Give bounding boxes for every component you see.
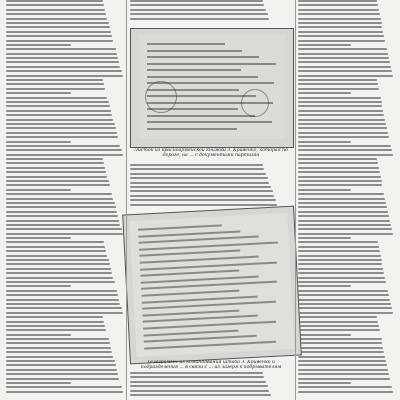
text-line [6, 162, 104, 164]
text-line [298, 35, 384, 37]
text-line [6, 263, 110, 265]
text-line [6, 356, 113, 358]
text-line [298, 206, 387, 208]
text-line [6, 193, 112, 195]
text-line [6, 4, 104, 6]
text-line [6, 351, 112, 353]
text-line [298, 356, 385, 358]
text-line [6, 141, 71, 143]
text-line [298, 88, 379, 90]
text-line [298, 66, 391, 68]
text-line [298, 123, 386, 125]
telegram-photo-bottom [122, 206, 302, 365]
text-line [298, 316, 377, 318]
text-line [298, 299, 390, 301]
text-line [6, 215, 118, 217]
text-line [6, 290, 117, 292]
text-line [6, 233, 123, 235]
text-line [298, 92, 351, 94]
text-line [298, 154, 393, 156]
text-column-right [298, 0, 394, 400]
text-line [298, 334, 351, 336]
text-line [6, 378, 119, 380]
text-line [6, 132, 117, 134]
text-line [6, 40, 113, 42]
text-line [298, 136, 389, 138]
text-line [6, 171, 106, 173]
text-line [298, 180, 382, 182]
text-line [298, 312, 393, 314]
text-line [298, 272, 384, 274]
text-line [298, 189, 351, 191]
text-line [6, 255, 107, 257]
text-line [298, 241, 378, 243]
text-line [6, 386, 122, 388]
text-line [6, 303, 120, 305]
text-line [130, 4, 264, 6]
text-line [130, 9, 266, 11]
text-line [298, 127, 387, 129]
column-rule [295, 0, 296, 400]
text-line [298, 329, 380, 331]
text-line [130, 168, 264, 170]
text-line [298, 255, 381, 257]
text-line [6, 285, 71, 287]
text-line [6, 250, 106, 252]
document-line [147, 69, 241, 71]
photo-caption-bottom: Телеграммы из командования штаба З. Кривенко и подразделения ... в связи с ... из лагеря к подрывателям [140, 360, 282, 371]
text-line [6, 272, 112, 274]
text-line [6, 246, 105, 248]
text-line [298, 167, 379, 169]
text-line [298, 158, 377, 160]
text-line [6, 268, 111, 270]
text-line [298, 110, 383, 112]
text-line [130, 381, 266, 383]
text-line [130, 177, 268, 179]
text-line [298, 145, 391, 147]
text-line [130, 182, 269, 184]
text-line [6, 26, 110, 28]
text-line [130, 199, 276, 201]
document-line [147, 102, 273, 104]
text-line [298, 378, 390, 380]
text-line [6, 189, 71, 191]
text-line [6, 149, 122, 151]
text-column-left [6, 0, 124, 400]
document-line [147, 63, 276, 65]
text-line [298, 171, 380, 173]
text-line [6, 22, 109, 24]
text-line [298, 325, 379, 327]
text-line [6, 48, 116, 50]
text-line [130, 164, 263, 166]
document-line [147, 108, 238, 110]
text-line [6, 97, 107, 99]
text-line [6, 31, 111, 33]
text-line [6, 364, 116, 366]
text-line [6, 18, 107, 20]
text-line [6, 92, 71, 94]
text-line [298, 13, 380, 15]
text-line [298, 307, 392, 309]
text-line [6, 158, 103, 160]
text-line [298, 246, 379, 248]
photo-caption-top: Листок из красноармейской книжки З. Кривенко, которая по дороге, на ... с документами партизан [134, 148, 288, 159]
text-line [6, 211, 117, 213]
text-line [6, 382, 71, 384]
text-line [130, 0, 263, 2]
text-line [298, 250, 380, 252]
text-column-middle-top [130, 0, 292, 24]
text-line [6, 79, 103, 81]
document-line [147, 128, 237, 130]
text-line [298, 4, 378, 6]
text-line [298, 224, 391, 226]
text-line [298, 237, 351, 239]
text-line [6, 176, 107, 178]
text-line [298, 26, 382, 28]
text-line [298, 83, 378, 85]
text-line [298, 277, 385, 279]
document-line [147, 82, 274, 84]
text-line [6, 220, 119, 222]
text-line [130, 190, 273, 192]
text-line [6, 325, 105, 327]
text-line [6, 53, 117, 55]
text-line [6, 154, 123, 156]
text-line [298, 0, 377, 2]
text-line [6, 114, 112, 116]
document-line [147, 121, 272, 123]
text-line [6, 198, 113, 200]
text-line [298, 198, 385, 200]
text-line [298, 285, 351, 287]
text-line [6, 110, 111, 112]
text-line [6, 329, 106, 331]
text-line [6, 338, 109, 340]
text-line [298, 40, 385, 42]
text-line [298, 211, 388, 213]
text-line [298, 382, 351, 384]
text-line [130, 204, 277, 206]
text-line [6, 360, 115, 362]
text-line [6, 180, 109, 182]
text-line [298, 386, 392, 388]
text-line [6, 75, 123, 77]
text-line [6, 307, 122, 309]
document-line [147, 76, 258, 78]
column-rule [126, 0, 127, 400]
text-line [298, 105, 382, 107]
text-line [298, 215, 389, 217]
text-line [298, 193, 384, 195]
text-line [6, 228, 122, 230]
text-line [6, 101, 109, 103]
text-line [298, 281, 386, 283]
text-line [6, 57, 118, 59]
text-line [298, 101, 382, 103]
text-line [6, 119, 113, 121]
text-line [298, 162, 378, 164]
text-line [130, 18, 269, 20]
document-line [147, 50, 242, 52]
text-line [298, 268, 383, 270]
text-line [298, 119, 385, 121]
text-line [6, 184, 110, 186]
text-line [298, 176, 381, 178]
text-line [298, 228, 392, 230]
text-line [6, 61, 119, 63]
text-line [298, 9, 379, 11]
text-line [298, 391, 393, 393]
text-line [298, 57, 389, 59]
text-line [298, 369, 388, 371]
text-line [6, 123, 115, 125]
text-line [6, 294, 118, 296]
text-line [6, 83, 104, 85]
text-line [6, 391, 123, 393]
text-line [6, 145, 120, 147]
text-line [6, 369, 117, 371]
text-line [6, 316, 103, 318]
text-line [298, 263, 382, 265]
text-line [6, 224, 120, 226]
text-line [6, 312, 123, 314]
text-line [6, 105, 110, 107]
text-line [298, 53, 388, 55]
text-line [6, 70, 122, 72]
text-line [298, 290, 388, 292]
text-line [6, 281, 115, 283]
text-line [298, 364, 387, 366]
text-line [130, 186, 271, 188]
text-line [130, 390, 269, 392]
text-line [298, 149, 392, 151]
text-line [298, 347, 383, 349]
text-line [298, 97, 381, 99]
text-line [298, 259, 382, 261]
text-line [298, 294, 389, 296]
text-line [6, 347, 111, 349]
document-line [147, 95, 256, 97]
text-line [6, 334, 71, 336]
text-line [6, 13, 106, 15]
text-line [130, 376, 264, 378]
text-line [298, 184, 382, 186]
text-line [6, 167, 105, 169]
text-line [6, 237, 71, 239]
text-line [6, 35, 112, 37]
text-line [6, 9, 105, 11]
text-line [298, 360, 386, 362]
document-line [147, 43, 225, 45]
text-line [298, 132, 388, 134]
text-line [298, 75, 393, 77]
text-line [6, 241, 104, 243]
text-line [298, 31, 383, 33]
document-line [147, 115, 255, 117]
text-line [298, 351, 384, 353]
text-line [298, 44, 351, 46]
text-line [130, 13, 268, 15]
text-line [298, 373, 389, 375]
text-line [298, 338, 382, 340]
document-photo-top [130, 28, 294, 148]
text-line [298, 61, 390, 63]
text-line [130, 394, 271, 396]
text-line [6, 299, 119, 301]
text-line [6, 66, 120, 68]
text-line [6, 373, 118, 375]
text-line [6, 321, 104, 323]
text-line [130, 385, 268, 387]
text-line [130, 173, 266, 175]
text-line [298, 220, 390, 222]
text-line [298, 18, 381, 20]
text-column-middle-bottom [130, 372, 292, 400]
text-line [6, 88, 105, 90]
text-line [298, 233, 393, 235]
text-line [298, 141, 351, 143]
document-line [147, 56, 259, 58]
text-line [130, 195, 274, 197]
text-line [298, 48, 387, 50]
text-line [6, 202, 115, 204]
text-line [6, 342, 110, 344]
text-line [6, 44, 71, 46]
text-column-middle-middle [130, 164, 292, 208]
text-line [298, 202, 386, 204]
text-line [6, 0, 103, 2]
text-line [298, 22, 382, 24]
text-line [298, 70, 392, 72]
text-line [298, 321, 378, 323]
text-line [130, 372, 263, 374]
text-line [6, 259, 109, 261]
text-line [298, 79, 377, 81]
text-line [298, 303, 391, 305]
text-line [6, 277, 113, 279]
document-line [147, 89, 239, 91]
text-line [6, 127, 116, 129]
text-line [298, 342, 382, 344]
text-line [6, 206, 116, 208]
text-line [6, 136, 118, 138]
text-line [298, 114, 384, 116]
